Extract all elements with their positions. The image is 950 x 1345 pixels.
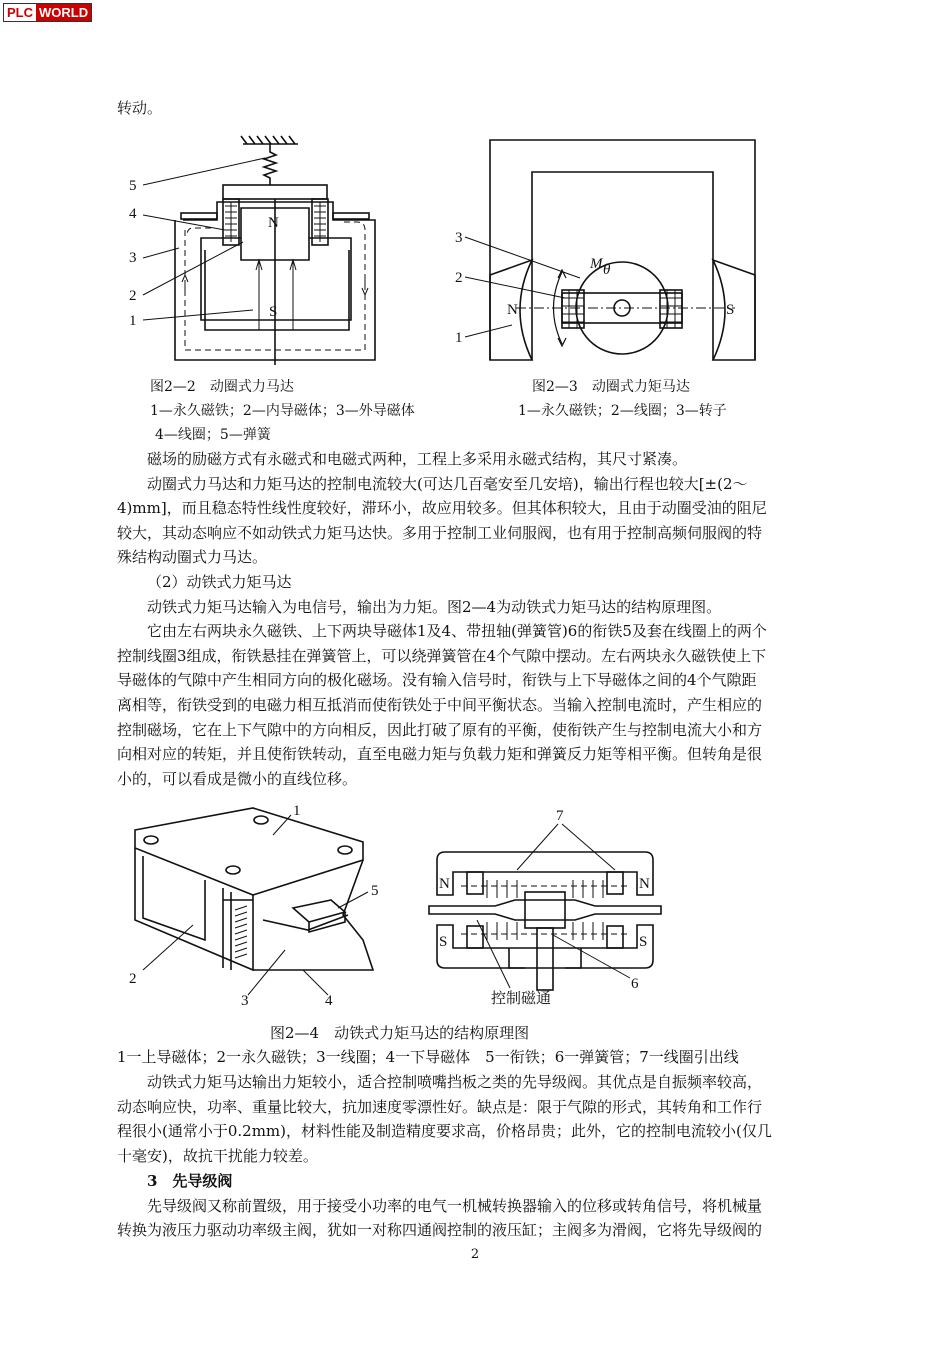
- fig23-label-1: 1: [455, 330, 463, 346]
- logo-part-plc: PLC: [4, 4, 36, 21]
- fig23-label-S: S: [726, 302, 735, 318]
- fig24-label-2: 2: [129, 971, 137, 987]
- paragraph-line: 它由左右两块永久磁铁、上下两块导磁体1及4、带扭轴(弹簧管)6的衔铁5及套在线圈上的两个: [147, 622, 767, 640]
- fig24-label-N-right: N: [639, 876, 650, 892]
- paragraph-line: 转动。: [117, 99, 163, 117]
- paragraph-line: 离相等，衔铁受到的电磁力相互抵消而使衔铁处于中间平衡状态。当输入控制电流时，产生相应的: [117, 696, 763, 714]
- plcworld-logo: [3, 3, 92, 22]
- paragraph-line: 控制线圈3组成，衔铁悬挂在弹簧管上，可以绕弹簧管在4个气隙中摆动。左右两块永久磁铁使上下: [117, 647, 767, 665]
- fig24-label-6: 6: [631, 976, 639, 992]
- figure-2-4-isometric: [113, 800, 403, 1010]
- subsection-heading: （2）动铁式力矩马达: [147, 573, 292, 591]
- fig24-label-7: 7: [556, 808, 564, 824]
- fig23-legend-line1: 1—永久磁铁；2—线圈；3—转子: [518, 403, 727, 419]
- fig24-label-control-flux: 控制磁通: [491, 991, 552, 1007]
- fig24-caption: 图2—4 动铁式力矩马达的结构原理图: [270, 1024, 530, 1042]
- fig22-label-5: 5: [129, 178, 137, 194]
- fig24-label-5: 5: [371, 883, 379, 899]
- fig24-label-4: 4: [325, 993, 333, 1009]
- fig24-label-N-left: N: [439, 876, 450, 892]
- paragraph-line: 磁场的励磁方式有永磁式和电磁式两种，工程上多采用永磁式结构，其尺寸紧凑。: [147, 450, 688, 468]
- paragraph-line: 转换为液压力驱动功率级主阀，犹如一对称四通阀控制的液压缸；主阀多为滑阀，它将先导级阀的: [117, 1221, 763, 1239]
- fig23-caption: 图2—3 动圈式力矩马达: [532, 379, 690, 395]
- figure-2-4-section: [425, 800, 665, 1010]
- paragraph-line: 导磁体的气隙中产生相同方向的极化磁场。没有输入信号时，衔铁与上下导磁体之间的4个气隙距: [117, 671, 757, 689]
- paragraph-line: 动铁式力矩马达输出力矩较小，适合控制喷嘴挡板之类的先导级阀。其优点是自振频率较高，: [147, 1073, 763, 1091]
- figure-2-2-diagram: [113, 130, 413, 365]
- paragraph-line: 程很小(通常小于0.2mm)，材料性能及制造精度要求高，价格昂贵；此外，它的控制电流较小(仅几: [117, 1122, 772, 1140]
- fig22-label-1: 1: [129, 313, 137, 329]
- fig23-label-N: N: [507, 302, 518, 318]
- fig22-label-S: S: [269, 304, 278, 320]
- fig24-label-S-left: S: [439, 934, 448, 950]
- fig23-label-3: 3: [455, 230, 463, 246]
- fig22-legend-line1: 1—永久磁铁；2—内导磁体；3—外导磁体: [150, 403, 415, 419]
- fig22-label-2: 2: [129, 288, 137, 304]
- paragraph-line: 动态响应快，功率、重量比较大，抗加速度零漂性好。缺点是：限于气隙的形式，其转角和工作行: [117, 1098, 763, 1116]
- fig22-label-3: 3: [129, 250, 137, 266]
- section-heading: 3 先导级阀: [147, 1172, 233, 1190]
- fig23-label-theta: θ: [603, 262, 611, 278]
- paragraph-line: 殊结构动圈式力马达。: [117, 548, 268, 566]
- fig24-label-3: 3: [241, 993, 249, 1009]
- paragraph-line: 向相对应的转矩，并且使衔铁转动，直至电磁力矩与负载力矩和弹簧反力矩等相平衡。但转角是很: [117, 745, 763, 763]
- paragraph-line: 先导级阀又称前置级，用于接受小功率的电气一机械转换器输入的位移或转角信号，将机械量: [147, 1197, 763, 1215]
- fig23-label-M: M: [590, 256, 603, 272]
- paragraph-line: 小的，可以看成是微小的直线位移。: [117, 770, 358, 788]
- fig24-legend: 1一上导磁体；2一永久磁铁；3一线圈；4一下导磁体 5一衔铁；6一弹簧管；7一线圈引出线: [117, 1048, 739, 1066]
- fig22-label-N: N: [268, 215, 279, 231]
- fig23-label-2: 2: [455, 270, 463, 286]
- fig24-label-1: 1: [293, 803, 301, 819]
- fig24-label-S-right: S: [639, 934, 648, 950]
- fig22-label-4: 4: [129, 206, 137, 222]
- figure-2-3-diagram: [450, 130, 770, 365]
- paragraph-line: 动圈式力马达和力矩马达的控制电流较大(可达几百毫安至几安培)，输出行程也较大[±(2～: [147, 475, 748, 493]
- logo-part-world: WORLD: [36, 4, 91, 21]
- page-number: 2: [470, 1247, 480, 1262]
- paragraph-line: 动铁式力矩马达输入为电信号，输出为力矩。图2—4为动铁式力矩马达的结构原理图。: [147, 598, 722, 616]
- paragraph-line: 控制磁场，它在上下气隙中的方向相反，因此打破了原有的平衡，使衔铁产生与控制电流大小和方: [117, 721, 763, 739]
- fig22-legend-line2: 4—线圈；5—弹簧: [155, 427, 271, 443]
- fig22-caption: 图2—2 动圈式力马达: [150, 379, 294, 395]
- paragraph-line: 十毫安)，故抗干扰能力较差。: [117, 1147, 318, 1165]
- paragraph-line: 较大，其动态响应不如动铁式力矩马达快。多用于控制工业伺服阀，也有用于控制高频伺服阀的特: [117, 524, 763, 542]
- paragraph-line: 4)mm]，而且稳态特性线性度较好，滞环小，故应用较多。但其体积较大，且由于动圈受油的阻尼: [117, 499, 767, 517]
